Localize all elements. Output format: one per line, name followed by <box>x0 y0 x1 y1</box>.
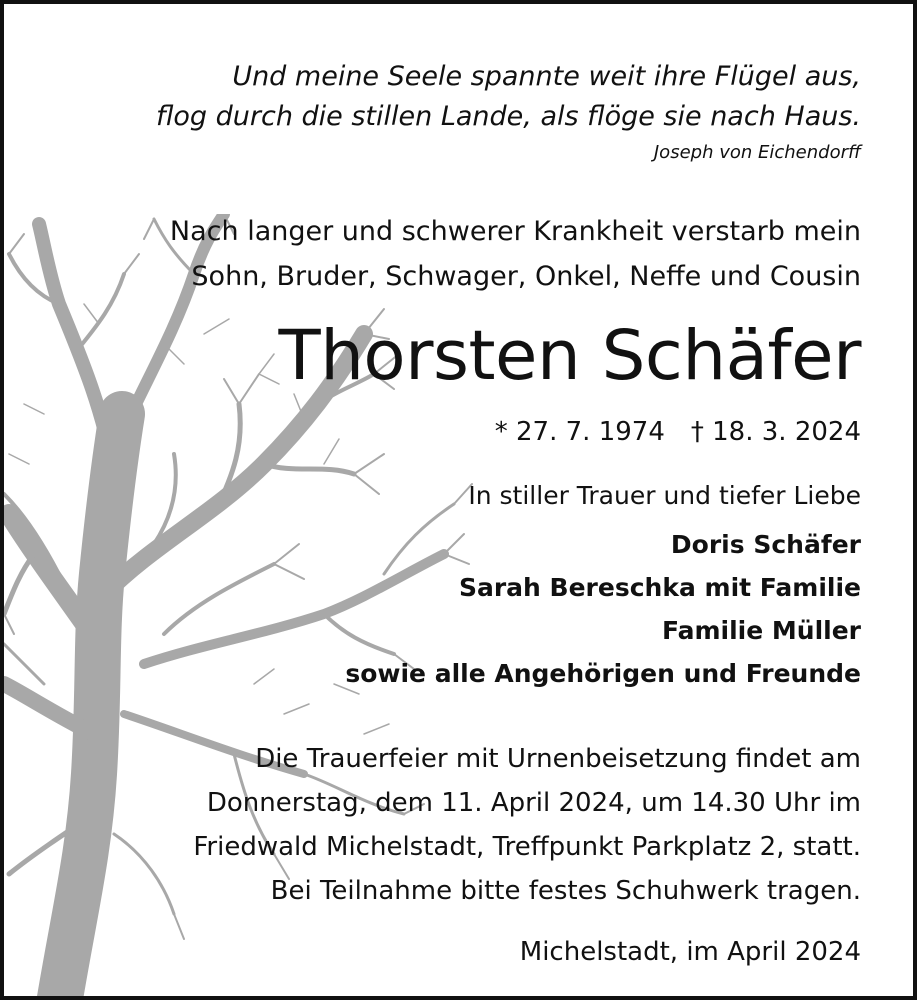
birth-date: * 27. 7. 1974 <box>494 417 665 447</box>
place-and-date: Michelstadt, im April 2024 <box>519 937 861 967</box>
intro-line-2: Sohn, Bruder, Schwager, Onkel, Neffe und Cousin <box>191 261 861 292</box>
mourner-name: Doris Schäfer <box>670 530 861 559</box>
funeral-info-line: Donnerstag, dem 11. April 2024, um 14.30 Uhr im <box>206 788 861 818</box>
mourning-intro: In stiller Trauer und tiefer Liebe <box>468 481 861 510</box>
funeral-info-line: Die Trauerfeier mit Urnenbeisetzung findet am <box>255 744 861 774</box>
funeral-info-line: Friedwald Michelstadt, Treffpunkt Parkplatz 2, statt. <box>193 832 861 862</box>
life-dates <box>495 417 861 447</box>
poem-line-1: Und meine Seele spannte weit ihre Flügel aus, <box>232 61 861 92</box>
mourner-name: Sarah Bereschka mit Familie <box>458 573 861 602</box>
death-date: † 18. 3. 2024 <box>690 417 861 447</box>
intro-line-1: Nach langer und schwerer Krankheit verstarb mein <box>169 216 861 247</box>
mourner-name: Familie Müller <box>662 616 861 645</box>
poem-author: Joseph von Eichendorff <box>653 142 861 163</box>
funeral-info-line: Bei Teilnahme bitte festes Schuhwerk tragen. <box>270 876 861 906</box>
mourner-name: sowie alle Angehörigen und Freunde <box>345 659 861 688</box>
poem-line-2: flog durch die stillen Lande, als flöge sie nach Haus. <box>155 101 861 132</box>
deceased-name: Thorsten Schäfer <box>278 316 861 396</box>
